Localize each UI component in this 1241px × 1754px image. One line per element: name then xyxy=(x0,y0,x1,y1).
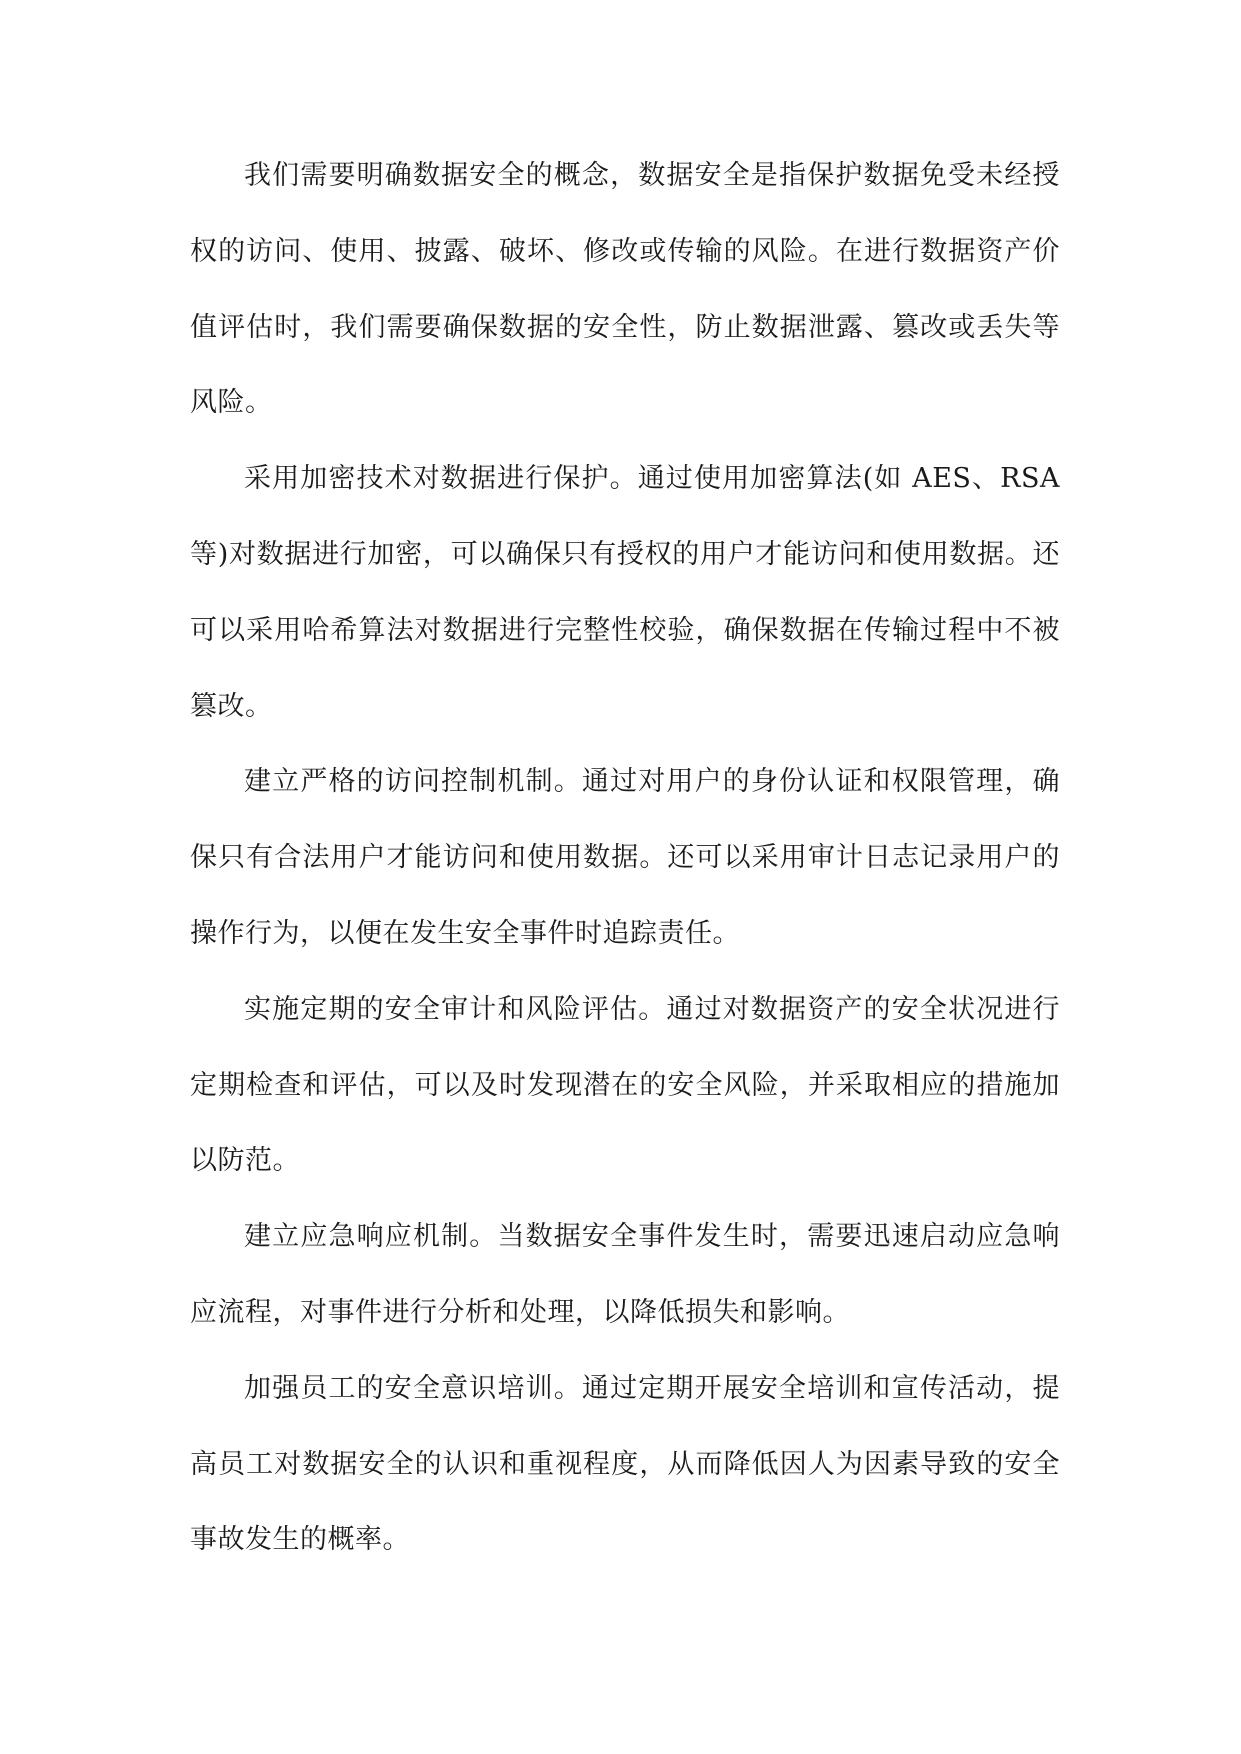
paragraph-2: 采用加密技术对数据进行保护。通过使用加密算法(如 AES、RSA 等)对数据进行加密，可以确保只有授权的用户才能访问和使用数据。还可以采用哈希算法对数据进行完整性校验，确保数据在传输过程中不被篡改。 xyxy=(190,463,1060,722)
paragraph-4: 实施定期的安全审计和风险评估。通过对数据资产的安全状况进行定期检查和评估，可以及时发现潜在的安全风险，并采取相应的措施加以防范。 xyxy=(190,993,1060,1177)
paragraph-3: 建立严格的访问控制机制。通过对用户的身份认证和权限管理，确保只有合法用户才能访问和使用数据。还可以采用审计日志记录用户的操作行为，以便在发生安全事件时追踪责任。 xyxy=(190,766,1060,949)
paragraph-1: 我们需要明确数据安全的概念，数据安全是指保护数据免受未经授权的访问、使用、披露、破坏、修改或传输的风险。在进行数据资产价值评估时，我们需要确保数据的安全性，防止数据泄露、篡改或丢失等风险。 xyxy=(190,160,1060,419)
paragraph-6: 加强员工的安全意识培训。通过定期开展安全培训和宣传活动，提高员工对数据安全的认识和重视程度，从而降低因人为因素导致的安全事故发生的概率。 xyxy=(190,1372,1060,1556)
paragraph-5: 建立应急响应机制。当数据安全事件发生时，需要迅速启动应急响应流程，对事件进行分析和处理，以降低损失和影响。 xyxy=(190,1221,1060,1328)
document-body xyxy=(190,138,1060,1578)
